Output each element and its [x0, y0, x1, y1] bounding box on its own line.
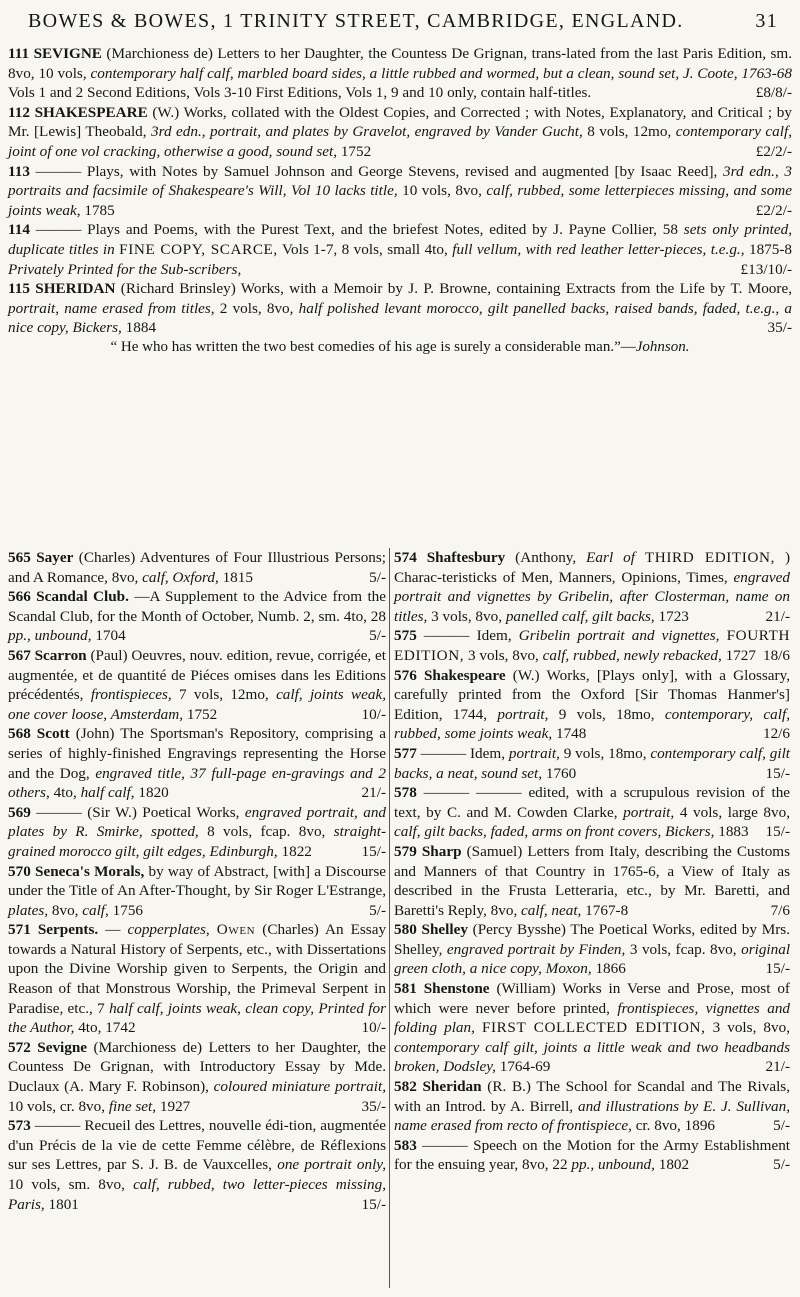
entry-head: Scandal Club.: [36, 588, 129, 606]
entry-number: 568: [8, 725, 37, 743]
entry-t1: Speech on the Motion for the Army Establishment for the ensuing year, 8vo, 22: [394, 1136, 791, 1174]
entry-t1: Idem,: [476, 627, 512, 645]
entry-t2: 8 vols, fcap. 8vo,: [207, 823, 326, 841]
entry-price: 5/-: [369, 627, 386, 645]
catalogue-entry: [8, 103, 792, 162]
entry-head: Seneca's Morals,: [35, 862, 145, 880]
entry-t1: Recueil des Lettres, nouvelle édi-tion, augmentée d'un Précis de la vie de cette Femme célèbre, de Réflexions sur ses Lettres, par S. J. B. de Vauxcelles,: [8, 1117, 387, 1174]
entry-sc: FOURTH EDITION,: [394, 627, 791, 664]
entry-number: 114: [8, 221, 36, 239]
entry-t3: 1820: [138, 784, 169, 802]
entry-t1: (Richard Brinsley) Works, with a Memoir by J. P. Browne, containing Extracts from the Life by T. Moore,: [120, 280, 792, 298]
top-entries: [8, 44, 792, 358]
catalogue-entry: [394, 548, 790, 626]
entry-number: 567: [8, 646, 35, 664]
entry-number: 565: [8, 549, 37, 566]
entry-i1: contemporary half calf, marbled board sides, a little rubbed and wormed, but a clean, sound set, J. Coote, 1763-68: [90, 64, 792, 82]
entry-t2: 1704: [95, 627, 126, 645]
entry-i1: 3rd edn., 3 portraits and facsimile of Shakespeare's Will, Vol 10 lacks title,: [8, 162, 793, 200]
entry-t3: 1896: [684, 1117, 715, 1135]
entry-t2: 7 vols, 12mo,: [179, 686, 269, 704]
entry-t1: by way of Abstract, [with] a Discourse under the Title of An After-Thought, by Sir Roger L'Estrange,: [8, 862, 387, 900]
entry-number: 579: [394, 842, 422, 860]
entry-i2: contemporary calf, joint of one vol cracking, otherwise a good, sound set,: [8, 123, 792, 160]
entry-price: 15/-: [765, 764, 790, 782]
entry-price: 5/-: [369, 568, 386, 586]
entry-i2: half calf, joints weak, clean copy, Printed for the Author,: [8, 999, 386, 1037]
entry-t2: 10 vols, 8vo,: [402, 182, 482, 200]
entry-i1: calf, Oxford,: [142, 568, 219, 586]
entry-price: 21/-: [765, 607, 790, 625]
entry-head: Shakespeare: [423, 666, 506, 684]
entry-i1: pp., unbound,: [571, 1156, 655, 1174]
entry-head: SHAKESPEARE: [34, 103, 148, 121]
entry-head: Scott: [36, 725, 70, 743]
entry-price: 35/-: [361, 1097, 386, 1115]
entry-t2: 3 vols, 8vo,: [712, 1019, 791, 1037]
entry-t3: 4to,: [78, 1019, 102, 1037]
entry-t2: ) Charac-teristicks of Men, Manners, Opinions, Times,: [394, 549, 791, 586]
entry-i2: half polished levant morocco, gilt panelled backs, raised bands, faded, t.e.g., a nice copy, Bickers,: [8, 299, 792, 337]
catalogue-entry: [8, 724, 386, 802]
entry-t2: 3 vols, fcap. 8vo,: [629, 940, 737, 958]
entry-t2: 4 vols, large 8vo,: [679, 803, 791, 821]
entry-t3: 1822: [281, 842, 312, 860]
entry-t3: 1875-8: [748, 240, 792, 258]
entry-t2: 8 vols, 12mo,: [587, 123, 672, 141]
catalogue-entry: [8, 1038, 386, 1116]
entry-i1: portrait, name erased from titles,: [8, 299, 215, 317]
entry-t1: (John) The Sportsman's Repository, comprising a series of highly-finished Engravings representing the Horse and the Dog,: [8, 725, 386, 782]
entry-t1: (Percy Bysshe) The Poetical Works, edited by Mrs. Shelley,: [394, 921, 790, 958]
entry-number: 574: [394, 549, 427, 566]
entry-price: 15/-: [361, 1195, 386, 1213]
entry-t2: 4to,: [53, 784, 77, 802]
entry-number: 571: [8, 921, 38, 939]
entry-t2: Vols 1 and 2 Second Editions, Vols 3-10 First Editions, Vols 1, 9 and 10 only, contain half-titles.: [8, 84, 592, 102]
catalogue-entry: [394, 783, 790, 842]
catalogue-entry: [8, 803, 386, 862]
entry-t1: (Sir W.) Poetical Works,: [87, 803, 240, 821]
entry-t1: (Marchioness de) Letters to her Daughter, the Countess De Grignan, trans-lated from the last Paris Edition, sm. 8vo, 10 vols,: [8, 45, 792, 82]
entry-i2: contemporary calf gilt, joints a little weak and two headbands broken, Dodsley,: [394, 1038, 790, 1076]
johnson-quote: [8, 338, 792, 358]
entry-number: 113: [8, 162, 36, 180]
entry-t3: 1801: [48, 1195, 79, 1213]
entry-i1: calf, neat,: [521, 901, 582, 919]
entry-number: 575: [394, 627, 424, 645]
entry-number: 580: [394, 921, 422, 939]
entry-i1: copperplates,: [127, 921, 210, 939]
entry-head: Sharp: [421, 842, 462, 860]
entry-i2: fine set,: [108, 1097, 157, 1115]
catalogue-entry: [8, 646, 386, 724]
entry-i1: engraved title, 37 full-page en-gravings and 2 others,: [8, 764, 387, 802]
entry-t2: 3 vols, 8vo,: [467, 646, 539, 664]
entry-i1: engraved portrait, and plates by R. Smirke, spotted,: [8, 803, 387, 841]
entry-i1: plates,: [8, 901, 49, 919]
entry-price: £13/10/-: [740, 260, 792, 278]
entry-t1: —: [105, 921, 121, 939]
entry-t1: (Marchioness de) Letters to her Daughter, the Countess De Grignan, with Introductory Essay by Mde. Duclaux (A. Mary F. Robinson),: [8, 1038, 386, 1096]
entry-i1: sets only printed, duplicate titles in: [8, 221, 792, 258]
catalogue-entry: [394, 1077, 790, 1136]
entry-t2: 10 vols, cr. 8vo,: [8, 1097, 106, 1115]
entry-price: £2/2/-: [755, 201, 792, 219]
entry-t3: 1883: [718, 823, 749, 841]
entry-t3: 1760: [545, 764, 577, 782]
entry-head: Sheridan: [422, 1078, 482, 1096]
catalogue-entry: [8, 44, 792, 103]
entry-number: 576: [394, 666, 424, 684]
entry-head: Scarron: [34, 646, 87, 664]
entry-t3: 1866: [595, 960, 626, 978]
entry-t4: 1742: [105, 1019, 136, 1037]
entry-price: 7/6: [770, 901, 790, 919]
entry-number: 570: [8, 862, 36, 880]
page-number: 31: [755, 10, 778, 32]
entry-i1: Gribelin portrait and vignettes,: [518, 627, 720, 645]
entry-price: 21/-: [765, 1058, 790, 1076]
entry-t1: (W.) Works, [Plays only], with a Glossary, carefully printed from the Oxford [Sir Thomas Hanmer's] Edition, 1744,: [394, 666, 790, 723]
entry-sc: THIRD EDITION,: [644, 549, 775, 566]
entry-t1: (W.) Works, collated with the Oldest Copies, and Corrected ; with Notes, Explanatory, and Critical ; by Mr. [Lewis] Theobald,: [8, 103, 792, 141]
entry-price: 5/-: [773, 1156, 790, 1174]
entry-t2: (Charles) An Essay towards a Natural History of Serpents, etc., with Dissertations upon the Divine Worship given to Serpents, the Origin and Reason of that Monstrous Worship, the Primeval Serpent in Paradise, etc., 7: [8, 921, 387, 1017]
entry-price: £2/2/-: [755, 142, 792, 160]
entry-price: 35/-: [767, 319, 792, 337]
entry-price: 18/6: [762, 646, 790, 664]
catalogue-entry: [394, 626, 790, 665]
catalogue-entry: [8, 220, 792, 279]
entry-t1: —A Supplement to the Advice from the Scandal Club, for the Month of October, Numb. 2, sm. 4to, 28: [8, 588, 386, 625]
entry-price: 15/-: [361, 842, 386, 860]
entry-t2: 9 vols, 18mo,: [558, 705, 655, 723]
entry-price: 10/-: [361, 705, 386, 723]
entry-t3: 1927: [159, 1097, 191, 1115]
entry-number: 581: [394, 980, 424, 998]
entry-dash: ———: [35, 221, 82, 239]
entry-i3: panelled calf, gilt backs,: [505, 607, 655, 625]
entry-i1: portrait,: [623, 803, 675, 821]
entry-number: 572: [8, 1038, 38, 1056]
entry-t2: 9 vols, 18mo,: [563, 744, 647, 762]
entry-number: 566: [8, 588, 37, 606]
entry-number: 577: [394, 744, 421, 762]
entry-i2: original green cloth, a nice copy, Moxon,: [394, 940, 791, 978]
entry-t3: 1752: [186, 705, 218, 723]
entry-sc: FIRST COLLECTED EDITION,: [481, 1019, 706, 1037]
catalogue-entry: [8, 279, 792, 338]
entry-t1: Plays, with Notes by Samuel Johnson and George Stevens, revised and augmented [by Isaac Reed],: [86, 162, 718, 180]
entry-head: Serpents.: [37, 921, 99, 939]
entry-i1: frontispieces, vignettes and folding plan,: [394, 999, 791, 1037]
entry-price: 5/-: [773, 1117, 790, 1135]
entry-i2: engraved portrait and vignettes by Gribelin, after Closterman, name on titles,: [394, 568, 791, 625]
entry-number: 583: [394, 1136, 423, 1154]
entry-i2: calf, joints weak, one cover loose, Amsterdam,: [8, 686, 387, 723]
entry-t2: 1802: [658, 1156, 690, 1174]
entry-t3: 1752: [340, 142, 372, 160]
entry-dash: ———: [34, 1117, 81, 1135]
entry-head: Shenstone: [423, 980, 490, 998]
catalogue-entry: [8, 548, 386, 587]
entry-price: 21/-: [361, 784, 386, 802]
entry-dash: ———: [36, 803, 82, 821]
entry-t3: 1756: [112, 901, 143, 919]
entry-price: 15/-: [765, 823, 790, 841]
entry-t1: edited, with a scrupulous revision of the text, by C. and M. Cowden Clarke,: [394, 784, 791, 821]
catalogue-entry: [394, 920, 790, 979]
entry-i1: engraved portrait by Finden,: [446, 940, 626, 958]
entry-t2: 8vo,: [51, 901, 79, 919]
entry-price: 10/-: [361, 1019, 386, 1037]
catalogue-entry: [394, 842, 790, 920]
entry-t4: 1723: [658, 607, 689, 625]
entry-dash: ———: [422, 1136, 468, 1154]
entry-i1: Earl of: [586, 549, 635, 566]
entry-head: Shelley: [421, 921, 468, 939]
entry-t3: 1884: [125, 319, 157, 337]
entry-t1: (Paul) Oeuvres, nouv. edition, revue, corrigée, et augmentée, et de quantité de Piéces omises dans les Editions précédentés,: [8, 646, 386, 704]
entry-t2: 2 vols, 8vo,: [219, 299, 294, 317]
catalogue-entry: [394, 979, 790, 1077]
entry-i1: pp., unbound,: [8, 627, 92, 645]
entry-i1: coloured miniature portrait,: [213, 1078, 387, 1096]
catalogue-entry: [8, 1116, 386, 1214]
left-column: [8, 548, 386, 1214]
entry-dash: ———: [35, 162, 82, 180]
entry-i1: portrait,: [508, 744, 560, 762]
entry-dash: ———: [420, 744, 467, 762]
entry-t2: cr. 8vo,: [635, 1117, 681, 1135]
entry-t1: Plays and Poems, with the Purest Text, and the briefest Notes, edited by J. Payne Collier, 58: [87, 221, 678, 239]
entry-t3: 1727: [725, 646, 756, 664]
entry-i2: calf, rubbed, some letterpieces missing, and some joints weak,: [8, 182, 792, 219]
entry-t3: 1764-69: [499, 1058, 551, 1076]
entry-number: 569: [8, 803, 37, 821]
entry-dash: ——— ———: [423, 784, 522, 802]
entry-t1: (Charles) Adventures of Four Illustrious Persons; and A Romance, 8vo,: [8, 549, 387, 586]
entry-i1: portrait,: [497, 705, 549, 723]
entry-price: 12/6: [762, 725, 790, 743]
entry-t3: 1748: [555, 725, 587, 743]
entry-t2: 10 vols, sm. 8vo,: [8, 1176, 125, 1193]
entry-sc: Owen: [216, 921, 256, 939]
entry-t1: (Anthony,: [515, 549, 577, 566]
entry-dash: ———: [423, 627, 470, 645]
quote-text: “ He who has written the two best comedies of his age is surely a considerable man.”—: [110, 338, 636, 355]
page-header: [28, 10, 778, 40]
entry-i1: 3rd edn., portrait, and plates by Gravelot, engraved by Vander Gucht,: [151, 123, 583, 141]
entry-t2: 1767-8: [585, 901, 629, 919]
column-divider: [389, 548, 390, 1288]
catalogue-entry: [394, 1136, 790, 1175]
entry-i1: and illustrations by E. J. Sullivan, name erased from recto of frontispiece,: [394, 1097, 790, 1135]
entry-i2: half calf,: [80, 784, 135, 802]
entry-t1: (William) Works in Verse and Prose, most of which were never before printed,: [394, 980, 790, 1017]
entry-head: Sevigne: [37, 1038, 88, 1056]
entry-i2: straight-grained morocco gilt, gilt edges, Edinburgh,: [8, 823, 387, 860]
entry-i2: calf,: [82, 901, 109, 919]
entry-t2: Vols 1-7, 8 vols, small 4to,: [282, 240, 448, 258]
entry-i2: contemporary calf, gilt backs, a neat, sound set,: [394, 744, 791, 782]
entry-t3: 3 vols, 8vo,: [431, 607, 503, 625]
entry-price: £8/8/-: [755, 84, 792, 102]
entry-number: 111: [8, 45, 34, 62]
entry-i2: full vellum, with red leather letter-pieces, t.e.g.,: [452, 240, 745, 258]
entry-t1: Idem,: [470, 744, 506, 762]
entry-number: 578: [394, 784, 424, 802]
catalogue-entry: [394, 666, 790, 744]
entry-i3: Privately Printed for the Sub-scribers,: [8, 260, 242, 278]
entry-number: 573: [8, 1117, 35, 1135]
catalogue-entry: [394, 744, 790, 783]
entry-i2: calf, gilt backs, faded, arms on front covers, Bickers,: [394, 823, 715, 841]
entry-price: 15/-: [765, 960, 790, 978]
entry-price: 5/-: [369, 901, 386, 919]
entry-i1: frontispieces,: [90, 686, 172, 704]
entry-t3: 1785: [84, 201, 115, 219]
quote-author: Johnson.: [635, 338, 690, 355]
entry-number: 582: [394, 1078, 423, 1096]
entry-i2: calf, rubbed, two letter-pieces missing, Paris,: [8, 1176, 387, 1213]
entry-head: Shaftesbury: [426, 549, 506, 566]
right-column: [394, 548, 790, 1175]
entry-i1: one portrait only,: [277, 1156, 387, 1174]
entry-head: Sayer: [36, 549, 74, 566]
entry-i2: calf, rubbed, newly rebacked,: [542, 646, 722, 664]
entry-head: SHERIDAN: [35, 280, 116, 298]
catalogue-entry: [8, 162, 792, 221]
entry-number: 115: [8, 280, 36, 298]
running-title: BOWES & BOWES, 1 TRINITY STREET, CAMBRIDGE, ENGLAND.: [28, 10, 684, 32]
catalogue-entry: [8, 587, 386, 646]
entry-i2: contemporary, calf, rubbed, some joints weak,: [394, 705, 790, 743]
entry-head: SEVIGNE: [33, 45, 102, 62]
entry-sc: FINE COPY, SCARCE,: [119, 240, 278, 258]
catalogue-entry: [8, 920, 386, 1038]
entry-t1: (R. B.) The School for Scandal and The Rivals, with an Introd. by A. Birrell,: [394, 1078, 791, 1115]
entry-number: 112: [8, 103, 35, 121]
catalogue-entry: [8, 862, 386, 921]
entry-t2: 1815: [222, 568, 253, 586]
entry-t1: (Samuel) Letters from Italy, describing the Customs and Manners of that Country in 1765-6, a View of Italy as described in the Frusta Letteraria, etc., by Mr. Baretti, and Baretti's Reply, 8vo,: [394, 842, 791, 919]
